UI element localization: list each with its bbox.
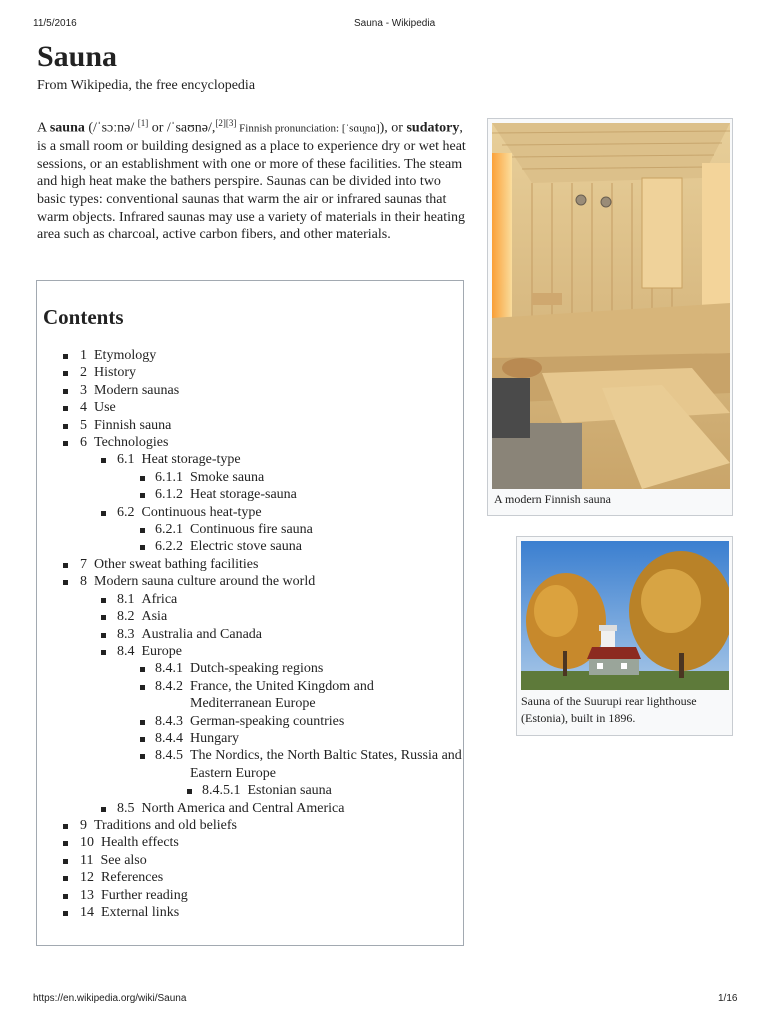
page-number: 1/16 <box>718 993 738 1004</box>
figure-sauna <box>487 118 733 516</box>
toc-item[interactable]: 5 Finnish sauna <box>37 417 462 434</box>
toc-item[interactable]: 10 Health effects <box>37 834 462 851</box>
term-sudatory: sudatory <box>406 120 460 136</box>
toc-item[interactable]: 8.3 Australia and Canada <box>37 626 462 643</box>
ref-2-3[interactable]: [2][3] <box>215 118 237 128</box>
figure-caption: A modern Finnish sauna <box>494 492 611 506</box>
toc-item[interactable]: 6.2.1 Continuous fire sauna <box>37 521 462 538</box>
sauna-image[interactable] <box>492 123 730 489</box>
toc-item[interactable]: 6.2.2 Electric stove sauna <box>37 538 462 555</box>
toc-item[interactable]: 8.4.1 Dutch-speaking regions <box>37 660 462 677</box>
toc-item[interactable]: 8.4.2 France, the United Kingdom and Mediterranean Europe <box>37 678 462 713</box>
toc-item[interactable]: 7 Other sweat bathing facilities <box>37 556 462 573</box>
toc-item[interactable]: 3 Modern saunas <box>37 382 462 399</box>
toc-item[interactable]: 1 Etymology <box>37 347 462 364</box>
pronunciation-alt[interactable]: or /ˈsaʊnə/, <box>148 120 216 136</box>
toc-item[interactable]: 13 Further reading <box>37 887 462 904</box>
ref-1[interactable]: [1] <box>137 118 149 128</box>
toc-item[interactable]: 6.1.2 Heat storage-sauna <box>37 486 462 503</box>
toc-item[interactable]: 8.5 North America and Central America <box>37 800 462 817</box>
toc-item[interactable]: 6.1 Heat storage-type 6.1.1 Smoke sauna 6.1.2 Heat storage-sauna <box>37 451 462 503</box>
figure-caption: Sauna of the Suurupi rear lighthouse (Estonia), built in 1896. <box>521 694 697 725</box>
finnish-pronunciation[interactable]: Finnish pronunciation: [ˈsɑu̯nɑ] <box>236 122 380 135</box>
toc-item[interactable]: 12 References <box>37 869 462 886</box>
tagline: From Wikipedia, the free encyclopedia <box>37 78 256 93</box>
toc-item[interactable]: 8.2 Asia <box>37 608 462 625</box>
intro-text: ), or <box>379 120 407 136</box>
toc-item[interactable]: 6.1.1 Smoke sauna <box>37 469 462 486</box>
toc-item[interactable]: 8.4.3 German-speaking countries <box>37 713 462 730</box>
lighthouse-image[interactable] <box>521 541 729 690</box>
print-title: Sauna - Wikipedia <box>354 18 436 29</box>
toc-item[interactable]: 8.4 Europe 8.4.1 Dutch-speaking regions 8.4.2 France, the United Kingdom and Mediterranean Europe 8.4.3 German-speaking countries 8.4.4 Hungary 8.4.5 The Nordics, the North Baltic States, Russia and Eastern Europe 8.4.5.1 Estonian sauna <box>37 643 462 800</box>
page-title: Sauna <box>37 40 118 73</box>
toc-item[interactable]: 14 External links <box>37 904 462 921</box>
toc-item[interactable]: 11 See also <box>37 852 462 869</box>
toc-item[interactable]: 2 History <box>37 364 462 381</box>
print-date: 11/5/2016 <box>33 18 77 29</box>
print-url: https://en.wikipedia.org/wiki/Sauna <box>33 993 187 1004</box>
intro-paragraph <box>37 115 467 244</box>
intro-text: , is a small room or building designed as a place to experience dry or wet heat sessions, or an establishment with one or more of these facilities. The steam and high heat make the bathers perspire. Saunas can be divided into two basic types: conventional saunas that warm the air or infrared saunas that warm objects. Infrared saunas may use a variety of materials in their heating area such as charcoal, active carbon fibers, and other materials. <box>37 120 466 243</box>
intro-text: A <box>37 120 50 136</box>
pronunciation[interactable]: (/ˈsɔːnə/ <box>84 120 138 136</box>
toc-item[interactable]: 6 Technologies 6.1 Heat storage-type 6.1.1 Smoke sauna 6.1.2 Heat storage-sauna 6.2 Continuous heat-type 6.2.1 Continuous fire sauna 6.2.2 Electric stove sauna <box>37 434 462 556</box>
toc-heading: Contents <box>43 305 124 329</box>
table-of-contents <box>36 280 464 946</box>
toc-item[interactable]: 4 Use <box>37 399 462 416</box>
figure-lighthouse <box>516 536 733 736</box>
toc-item[interactable]: 8.4.5 The Nordics, the North Baltic States, Russia and Eastern Europe 8.4.5.1 Estonian sauna <box>37 747 462 799</box>
toc-item[interactable]: 8.4.4 Hungary <box>37 730 462 747</box>
toc-item[interactable]: 9 Traditions and old beliefs <box>37 817 462 834</box>
toc-item[interactable]: 6.2 Continuous heat-type 6.2.1 Continuous fire sauna 6.2.2 Electric stove sauna <box>37 504 462 556</box>
toc-item[interactable]: 8.1 Africa <box>37 591 462 608</box>
toc-item[interactable]: 8 Modern sauna culture around the world 8.1 Africa 8.2 Asia 8.3 Australia and Canada 8.4 Europe 8.4.1 Dutch-speaking regions 8.4.2 France, the United Kingdom and Mediterranean Europe 8.4.3 German-speaking countries 8.4.4 Hungary 8.4.5 The Nordics, the North Baltic States, Russia and Eastern Europe 8.4.5.1 Estonian sauna 8.5 North America and Central America <box>37 573 462 817</box>
toc-item[interactable]: 8.4.5.1 Estonian sauna <box>37 782 462 799</box>
term-sauna: sauna <box>49 120 85 136</box>
